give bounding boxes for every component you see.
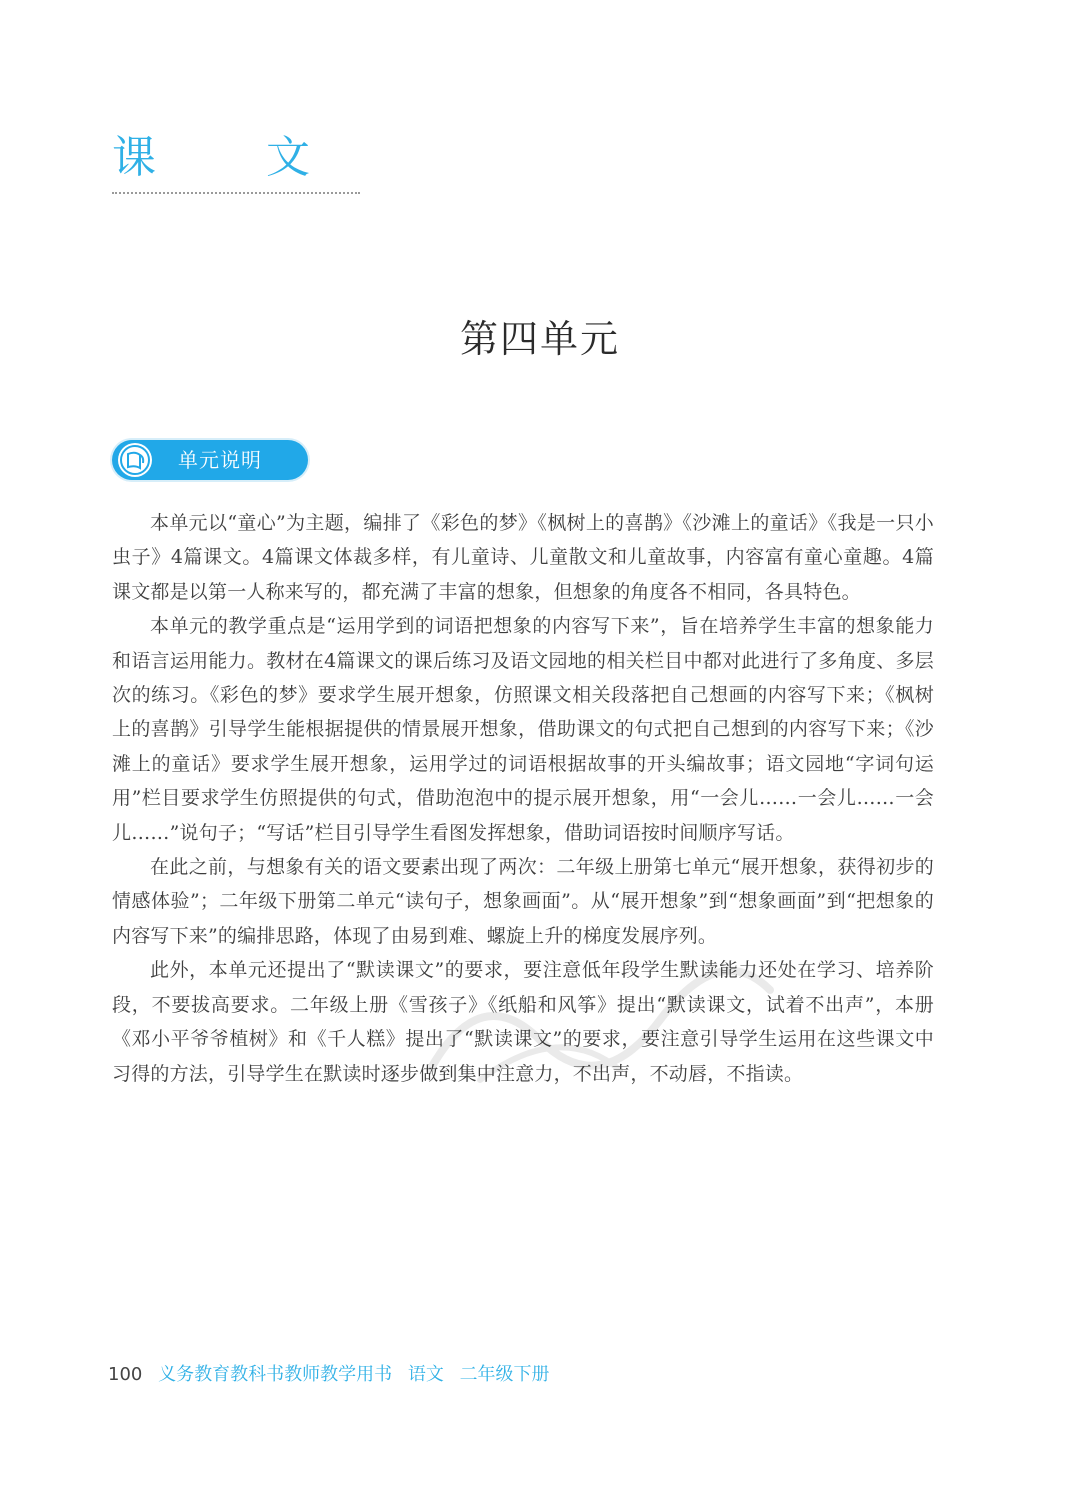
paragraph: 在此之前，与想象有关的语文要素出现了两次：二年级上册第七单元“展开想象，获得初步的情感体验”；二年级下册第二单元“读句子，想象画面”。从“展开想象”到“想象画面”到“把想象的内容写下来”的编排思路，体现了由易到难、螺旋上升的梯度发展序列。: [112, 856, 934, 947]
unit-description-text: [112, 506, 934, 1091]
paragraph: 此外，本单元还提出了“默读课文”的要求，要注意低年段学生默读能力还处在学习、培养阶段，不要拔高要求。二年级上册《雪孩子》《纸船和风筝》提出“默读课文，试着不出声”，本册《邓小平爷爷植树》和《千人糕》提出了“默读课文”的要求，要注意引导学生运用在这些课文中习得的方法，引导学生在默读时逐步做到集中注意力，不出声，不动唇，不指读。: [112, 959, 934, 1085]
book-title: 义务教育教科书教师教学用书: [158, 1364, 393, 1385]
section-header: [112, 128, 362, 194]
badge-label: 单元说明: [178, 448, 262, 472]
paragraph: 本单元以“童心”为主题，编排了《彩色的梦》《枫树上的喜鹊》《沙滩上的童话》《我是一只小虫子》4篇课文。4篇课文体裁多样，有儿童诗、儿童散文和儿童故事，内容富有童心童趣。4篇课文都是以第一人称来写的，都充满了丰富的想象，但想象的角度各不相同，各具特色。: [112, 512, 934, 603]
book-subject: 语文: [407, 1364, 444, 1385]
page-footer: [108, 1362, 550, 1388]
book-grade: 二年级下册: [459, 1364, 550, 1385]
book-page-icon: [118, 443, 152, 477]
page-number: 100: [108, 1364, 143, 1385]
section-title: 课 文: [112, 132, 358, 183]
unit-title: 第四单元: [459, 317, 620, 361]
paragraph: 本单元的教学重点是“运用学到的词语把想象的内容写下来”，旨在培养学生丰富的想象能力和语言运用能力。教材在4篇课文的课后练习及语文园地的相关栏目中都对此进行了多角度、多层次的练习。《彩色的梦》要求学生展开想象，仿照课文相关段落把自己想画的内容写下来；《枫树上的喜鹊》引导学生能根据提供的情景展开想象，借助课文的句式把自己想到的内容写下来；《沙滩上的童话》要求学生展开想象，运用学过的词语根据故事的开头编故事；语文园地“字词句运用”栏目要求学生仿照提供的句式，借助泡泡中的提示展开想象，用“一会儿……一会儿……一会儿……”说句子；“写话”栏目引导学生看图发挥想象，借助词语按时间顺序写话。: [112, 615, 934, 844]
section-divider: [112, 192, 360, 194]
unit-description-badge: [112, 440, 308, 480]
